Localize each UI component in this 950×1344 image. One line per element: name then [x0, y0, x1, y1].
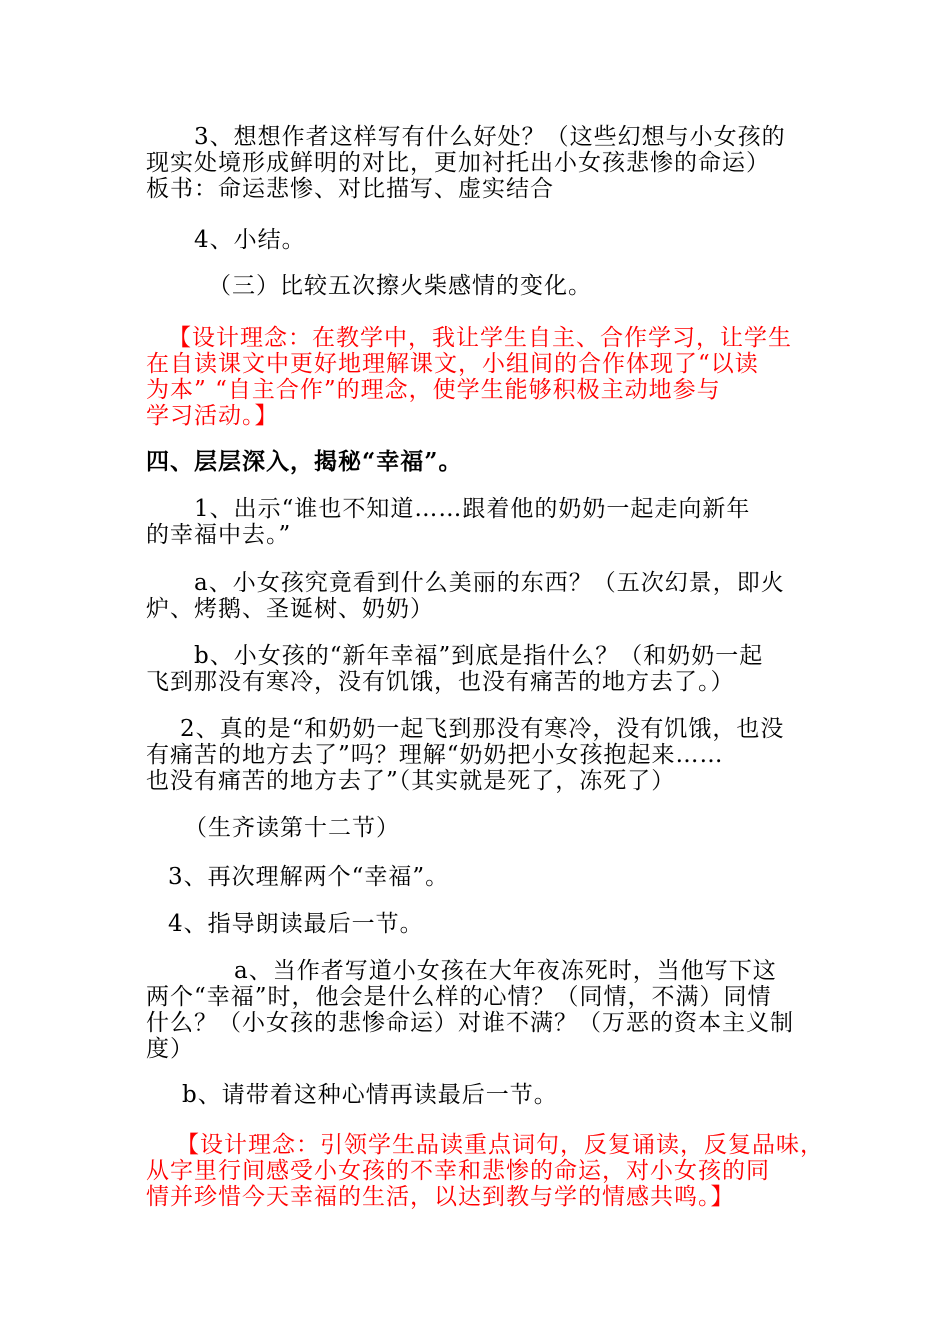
text-line: 的幸福中去。” — [146, 522, 292, 548]
item-3-paragraph — [146, 124, 810, 202]
text-line: （生齐读第十二节） — [184, 815, 400, 841]
text-line: 1、出示“谁也不知道……跟着他的奶奶一起走向新年 — [194, 496, 751, 522]
text-line: 四、层层深入，揭秘“幸福”。 — [146, 448, 463, 475]
text-line: b、小女孩的“新年幸福”到底是指什么？（和奶奶一起 — [194, 643, 764, 669]
item-4-paragraph — [146, 227, 810, 253]
text-line: a、当作者写道小女孩在大年夜冻死时，当他写下这 — [234, 958, 777, 984]
text-line: 3、想想作者这样写有什么好处？（这些幻想与小女孩的 — [194, 124, 786, 150]
text-line: 两个“幸福”时，他会是什么样的心情？（同情，不满）同情 — [146, 984, 772, 1010]
s4-item-2-paragraph — [146, 716, 810, 794]
text-line: 情并珍惜今天幸福的生活，以达到教与学的情感共鸣。】 — [146, 1184, 735, 1210]
s4-item-4-paragraph — [146, 911, 810, 937]
text-line: 飞到那没有寒冷，没有饥饿，也没有痛苦的地方去了。） — [146, 669, 735, 695]
text-line: 从字里行间感受小女孩的不幸和悲惨的命运，对小女孩的同 — [146, 1158, 770, 1184]
text-line: 现实处境形成鲜明的对比，更加衬托出小女孩悲惨的命运） — [146, 150, 770, 176]
text-line: b、请带着这种心情再读最后一节。 — [182, 1082, 558, 1108]
subsection-3-heading — [146, 273, 810, 299]
text-line: 度） — [146, 1036, 194, 1062]
text-line: 板书：命运悲惨、对比描写、虚实结合 — [146, 176, 554, 202]
text-line: 也没有痛苦的地方去了”（其实就是死了，冻死了） — [146, 768, 676, 794]
text-line: 2、真的是“和奶奶一起飞到那没有寒冷，没有饥饿，也没 — [180, 716, 785, 742]
design-note-1 — [146, 325, 810, 429]
text-line: 炉、烤鹅、圣诞树、奶奶） — [146, 596, 434, 622]
text-line: 学习活动。】 — [146, 403, 279, 429]
text-line: 有痛苦的地方去了”吗？理解“奶奶把小女孩抱起来…… — [146, 742, 724, 768]
text-line: a、小女孩究竟看到什么美丽的东西？（五次幻景，即火 — [194, 570, 785, 596]
text-line: 3、再次理解两个“幸福”。 — [168, 864, 450, 890]
design-note-2 — [146, 1132, 824, 1210]
text-line: 在自读课文中更好地理解课文，小组间的合作体现了“以读 — [146, 351, 759, 377]
section-4-heading — [146, 449, 810, 475]
text-line: 为本” “自主合作”的理念，使学生能够积极主动地参与 — [146, 377, 721, 403]
text-line: （三）比较五次擦火柴感情的变化。 — [208, 273, 592, 299]
text-line: 【设计理念：引领学生品读重点词句，反复诵读，反复品味， — [176, 1132, 824, 1158]
s4-read-paragraph — [146, 815, 810, 841]
s4-a-paragraph — [146, 570, 810, 622]
s4-b-paragraph — [146, 643, 810, 695]
text-line: 【设计理念：在教学中，我让学生自主、合作学习，让学生 — [168, 325, 792, 351]
text-line: 4、指导朗读最后一节。 — [168, 911, 424, 937]
s4-item-1-paragraph — [146, 496, 810, 548]
s4-4b-paragraph — [146, 1082, 810, 1108]
s4-item-3-paragraph — [146, 864, 810, 890]
text-line: 4、小结。 — [194, 227, 306, 253]
s4-4a-paragraph — [146, 958, 810, 1062]
text-line: 什么？（小女孩的悲惨命运）对谁不满？（万恶的资本主义制 — [146, 1010, 794, 1036]
